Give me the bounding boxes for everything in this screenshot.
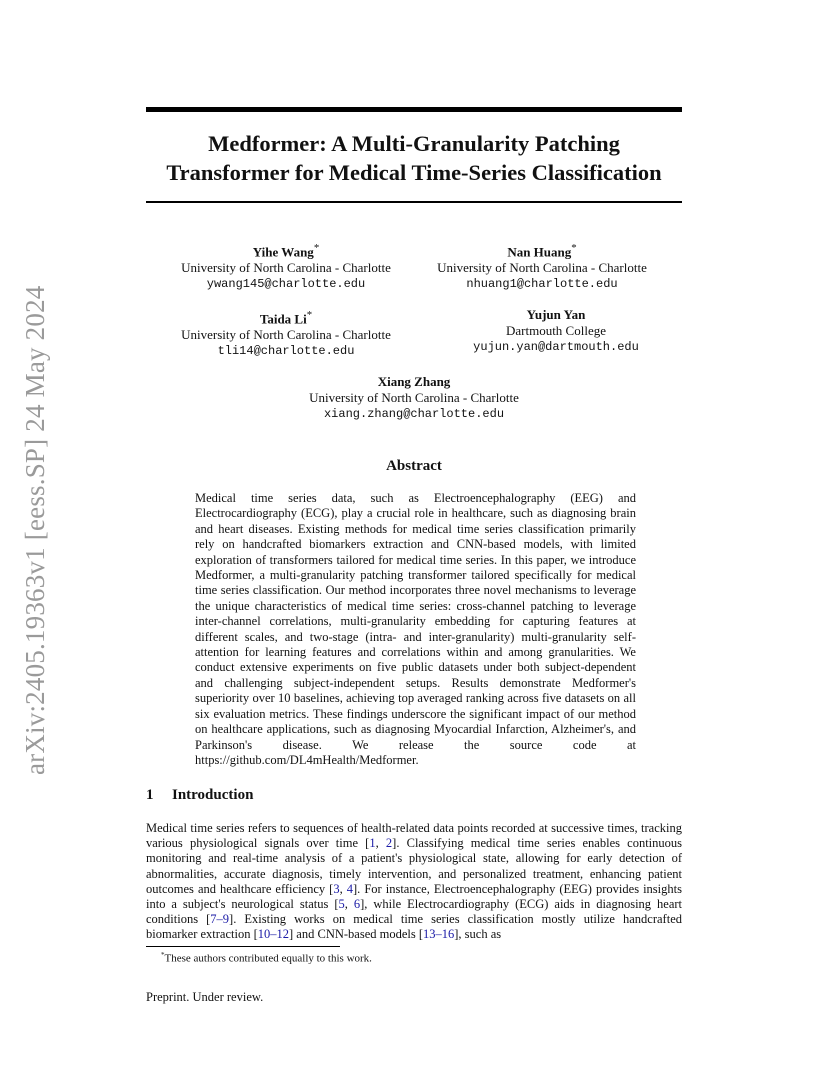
section-number: 1 <box>146 787 154 803</box>
citation-link[interactable]: 13–16 <box>423 927 455 942</box>
author-name: Taida Li* <box>259 309 313 327</box>
abstract-heading: Abstract <box>386 458 442 474</box>
author-affiliation: University of North Carolina - Charlotte <box>181 260 391 276</box>
introduction-paragraph <box>146 821 682 943</box>
author-email[interactable]: yujun.yan@dartmouth.edu <box>473 340 639 354</box>
author-mark: * <box>313 242 320 254</box>
author-email[interactable]: tli14@charlotte.edu <box>217 344 355 359</box>
footnote-text: These authors contributed equally to this work. <box>164 952 372 965</box>
intro-text: ], such as <box>454 927 502 942</box>
citation-link[interactable]: 4 <box>346 881 354 896</box>
title-top-rule <box>146 107 682 112</box>
title-line-1: Medformer: A Multi-Granularity Patching <box>208 131 620 156</box>
citation-link[interactable]: 6 <box>353 897 361 912</box>
section-heading-introduction <box>146 787 253 804</box>
intro-text: , <box>339 881 347 896</box>
author-name: Yujun Yan <box>526 307 586 322</box>
intro-text: ], while Electrocardiography (ECG) aids in diagnosing heart conditions [ <box>146 897 682 927</box>
paper-title <box>146 129 682 187</box>
intro-text: ] and CNN-based models [ <box>289 927 424 942</box>
title-bottom-rule <box>146 201 682 203</box>
author-email[interactable]: nhuang1@charlotte.edu <box>466 277 618 292</box>
abstract-text: Medical time series data, such as Electroencephalography (EEG) and Electrocardiography (ECG), play a crucial role in healthcare, such as diagnosing brain and heart diseases. Existing methods for medical time series classification primarily rely on handcrafted biomarkers extraction and CNN-based models, with limited exploration of transformers tailored for medical time series. In this paper, we introduce Medformer, a multi-granularity patching transformer tailored specifically for medical time series classification. Our method incorporates three novel mechanisms to leverage the unique characteristics of medical time series: cross-channel patching to leverage inter-channel correlations, multi-granularity embedding for capturing features at different scales, and two-stage (intra- and inter-granularity) multi-granularity self-attention for learning features and correlations within and among granularities. We conduct extensive experiments on five public datasets under both subject-dependent and challenging subject-independent setups. Results demonstrate Medformer's superiority over 10 baselines, achieving top averaged ranking across five datasets on all six evaluation metrics. These findings underscore the significant impact of our method on healthcare applications, such as diagnosing Myocardial Infarction, Alzheimer's, and Parkinson's disease. We release the source code at https://github.com/DL4mHealth/Medformer. <box>195 491 636 767</box>
author-affiliation: University of North Carolina - Charlotte <box>437 260 647 276</box>
author-block <box>146 307 426 359</box>
author-affiliation: University of North Carolina - Charlotte <box>181 327 391 343</box>
intro-text: ]. Classifying medical time series enables continuous monitoring and real-time analysis of a patient's physiological state, allowing for early detection of abnormalities, accurate diagnosis, timely intervention, and personalized treatment, enhancing patient outcomes and healthcare efficiency [ <box>146 836 683 896</box>
citation-link[interactable]: 7–9 <box>210 912 230 927</box>
citation-link[interactable]: 3 <box>333 881 340 896</box>
citation-link[interactable]: 10–12 <box>257 927 290 942</box>
author-block <box>402 240 682 292</box>
author-affiliation: University of North Carolina - Charlotte <box>309 390 519 405</box>
preprint-notice: Preprint. Under review. <box>146 990 264 1004</box>
author-mark: * <box>306 309 313 321</box>
intro-text: ]. Existing works on medical time series classification mostly utilize handcrafted biomarker extraction [ <box>146 912 682 942</box>
title-line-2: Transformer for Medical Time-Series Classification <box>166 160 662 185</box>
author-name: Yihe Wang* <box>252 242 320 260</box>
citation-link[interactable]: 1 <box>369 836 376 851</box>
author-block <box>146 240 426 292</box>
intro-text: , <box>344 897 354 912</box>
author-email[interactable]: xiang.zhang@charlotte.edu <box>323 407 505 421</box>
citation-link[interactable]: 2 <box>385 836 393 851</box>
author-name: Xiang Zhang <box>377 374 451 389</box>
intro-text: , <box>375 836 386 851</box>
arxiv-stamp: arXiv:2405.19363v1 [eess.SP] 24 May 2024 <box>20 285 50 775</box>
author-affiliation: Dartmouth College <box>505 323 606 338</box>
intro-text: ]. For instance, Electroencephalography (EEG) provides insights into a subject's neurological status [ <box>146 881 682 912</box>
intro-text: Medical time series refers to sequences of health-related data points recorded at successive times, tracking various physiological signals over time [ <box>146 821 682 851</box>
footnote <box>161 951 372 965</box>
footnote-mark: * <box>161 951 165 959</box>
author-block <box>274 374 554 422</box>
footnote-rule <box>146 946 340 947</box>
section-title: Introduction <box>172 787 254 803</box>
author-block <box>416 307 696 355</box>
citation-link[interactable]: 5 <box>338 897 345 912</box>
author-name: Nan Huang* <box>507 242 577 260</box>
author-mark: * <box>571 242 577 254</box>
author-email[interactable]: ywang145@charlotte.edu <box>206 277 366 292</box>
